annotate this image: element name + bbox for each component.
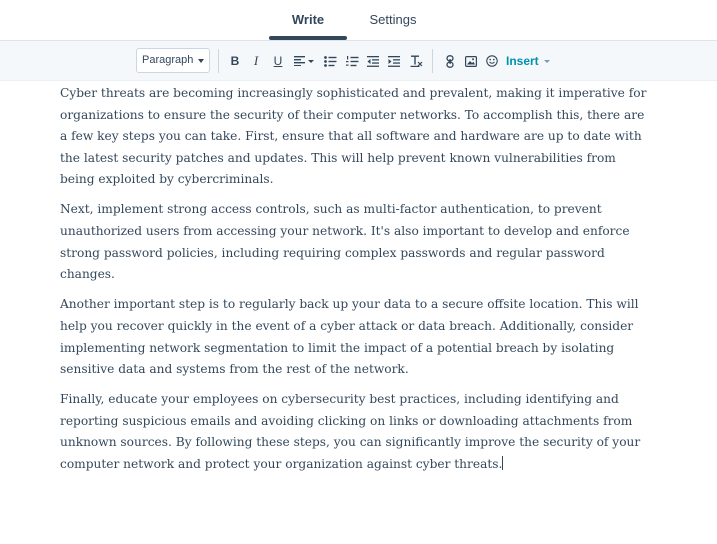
bulleted-list-icon bbox=[324, 56, 337, 67]
formatting-toolbar bbox=[0, 40, 717, 81]
underline-icon: U bbox=[273, 54, 283, 68]
paragraph-style-select[interactable] bbox=[136, 48, 210, 73]
outdent-button[interactable] bbox=[363, 50, 383, 72]
toolbar-divider bbox=[432, 49, 433, 73]
underline-button[interactable] bbox=[268, 50, 288, 72]
chevron-down-icon bbox=[308, 60, 314, 63]
outdent-icon bbox=[367, 56, 379, 67]
image-button[interactable] bbox=[461, 50, 481, 72]
tab-settings[interactable]: Settings bbox=[369, 12, 417, 27]
clear-format-button[interactable] bbox=[406, 50, 426, 72]
insert-dropdown[interactable] bbox=[506, 50, 550, 72]
editor-paragraph: Cyber threats are becoming increasingly sophisticated and prevalent, making it imperative for organizations to ensure the security of their computer networks. To accomplish this, there are a few key steps you can take. First, ensure that all software and hardware are up to date with the latest security patches and updates. This will help prevent known vulnerabilities from being exploited by cybercriminals. bbox=[60, 86, 647, 187]
bold-icon: B bbox=[230, 54, 240, 68]
align-button[interactable] bbox=[291, 50, 317, 72]
chevron-down-icon bbox=[198, 59, 204, 63]
emoji-button[interactable] bbox=[482, 50, 502, 72]
italic-icon: I bbox=[253, 53, 259, 68]
italic-button[interactable] bbox=[246, 50, 266, 72]
toolbar-divider bbox=[218, 49, 219, 73]
indent-button[interactable] bbox=[384, 50, 404, 72]
align-icon bbox=[294, 56, 306, 66]
editor-paragraph: Next, implement strong access controls, such as multi-factor authentication, to prevent unauthorized users from accessing your network. It's also important to develop and enforce strong password policies, including requiring complex passwords and regular password changes. bbox=[60, 202, 630, 282]
tab-write[interactable]: Write bbox=[291, 12, 325, 27]
indent-icon bbox=[388, 56, 400, 67]
bold-button[interactable] bbox=[225, 50, 245, 72]
editor-paragraph-text: Finally, educate your employees on cybersecurity best practices, including identifying and reporting suspicious emails and avoiding clicking on links or downloading attachments from unknown sources. By following these steps, you can significantly improve the security of your computer network and protect your organization against cyber threats. bbox=[60, 392, 641, 471]
editor-paragraph-last bbox=[60, 389, 650, 475]
editor-paragraph: Another important step is to regularly back up your data to a secure offsite location. This will help you recover quickly in the event of a cyber attack or data breach. Additionally, consider implementing network segmentation to limit the impact of a potential breach by isolating sensitive data and systems from the rest of the network. bbox=[60, 297, 639, 377]
rich-text-editor[interactable] bbox=[60, 83, 650, 484]
numbered-list-button[interactable] bbox=[342, 50, 362, 72]
insert-label: Insert bbox=[506, 54, 539, 68]
paragraph-style-value: Paragraph bbox=[142, 54, 194, 66]
link-button[interactable] bbox=[440, 50, 460, 72]
emoji-icon bbox=[486, 55, 498, 67]
image-icon bbox=[465, 56, 477, 67]
chevron-down-icon bbox=[544, 60, 550, 63]
editor-tabs bbox=[0, 0, 717, 40]
text-cursor bbox=[502, 456, 503, 470]
bulleted-list-button[interactable] bbox=[320, 50, 340, 72]
clear-format-icon bbox=[410, 55, 423, 68]
numbered-list-icon bbox=[346, 56, 359, 67]
link-icon bbox=[446, 55, 454, 68]
